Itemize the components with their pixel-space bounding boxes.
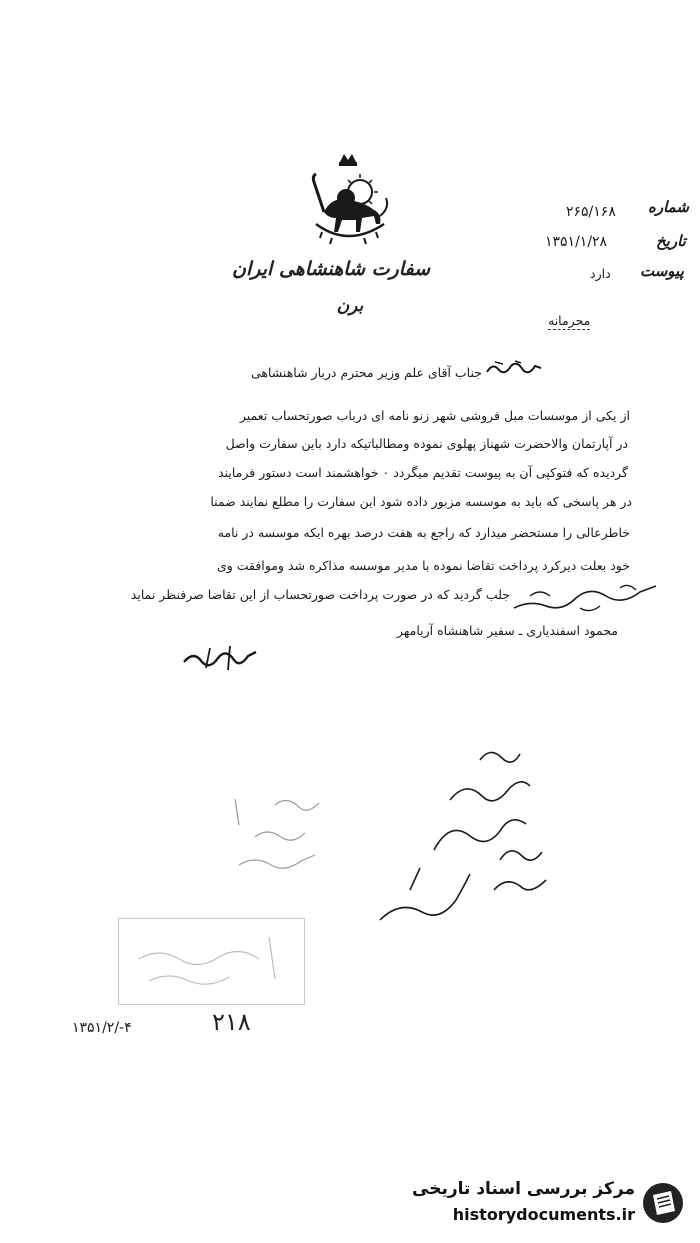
ref-number: ۲۶۵/۱۶۸ bbox=[566, 204, 616, 220]
classification-label: محرمانه bbox=[548, 313, 591, 328]
lion-and-sun-emblem bbox=[302, 152, 394, 247]
stamp-number: ۲۱۸ bbox=[212, 1008, 251, 1036]
watermark-logo-icon bbox=[641, 1181, 685, 1225]
body-line: خاطرعالی را مستحضر میدارد که راجع به هفت درصد بهره ایکه موسسه در نامه bbox=[217, 525, 630, 540]
embassy-name: سفارت شاهنشاهی ایران bbox=[232, 258, 430, 280]
attachment-label: پیوست bbox=[640, 262, 684, 280]
date-label: تاریخ bbox=[656, 232, 686, 250]
body-line: در آپارتمان والاحضرت شهناز پهلوی نموده ومطالباتیکه دارد باین سفارت واصل bbox=[225, 436, 628, 451]
body-line: گردیده که فتوکپی آن به پیوست تقدیم میگردد ۰ خواهشمند است دستور فرمایند bbox=[218, 465, 628, 480]
watermark bbox=[412, 1175, 695, 1230]
margin-handwritten-note bbox=[510, 578, 660, 622]
signatory-line: محمود اسفندیاری ـ سفیر شاهنشاه آریامهر bbox=[396, 623, 618, 638]
body-line: از یکی از موسسات مبل فروشی شهر زنو نامه ای درباب صورتحساب تعمیر bbox=[239, 408, 630, 423]
faded-stamp-box bbox=[118, 918, 305, 1005]
document-date: ۱۳۵۱/۱/۲۸ bbox=[545, 234, 608, 250]
salutation-scribble bbox=[485, 358, 543, 382]
stamp-date: ۱۳۵۱/۲/-۴ bbox=[72, 1020, 132, 1036]
attachment-value: دارد bbox=[590, 266, 611, 281]
handwritten-annotation bbox=[370, 740, 570, 944]
embassy-city: برن bbox=[336, 296, 364, 316]
watermark-title: مرکز بررسی اسناد تاریخی bbox=[412, 1179, 635, 1199]
faint-pencil-notes bbox=[215, 785, 335, 899]
body-line: جلب گردید که در صورت پرداخت صورتحساب از این تقاضا صرفنظر نماید bbox=[130, 587, 510, 602]
recipient-line: جناب آقای علم وزیر محترم دربار شاهنشاهی bbox=[250, 365, 482, 380]
body-line: در هر پاسخی که باید به موسسه مزبور داده شود این سفارت را مطلع نمایند ضمنا bbox=[210, 494, 632, 509]
watermark-url: historydocuments.ir bbox=[452, 1205, 635, 1224]
ambassador-signature bbox=[180, 640, 260, 680]
body-line: خود بعلت دیرکرد پرداخت تقاضا نموده با مدیر موسسه مذاکره شد وموافقت وی bbox=[216, 558, 630, 573]
ref-number-label: شماره bbox=[648, 198, 689, 216]
